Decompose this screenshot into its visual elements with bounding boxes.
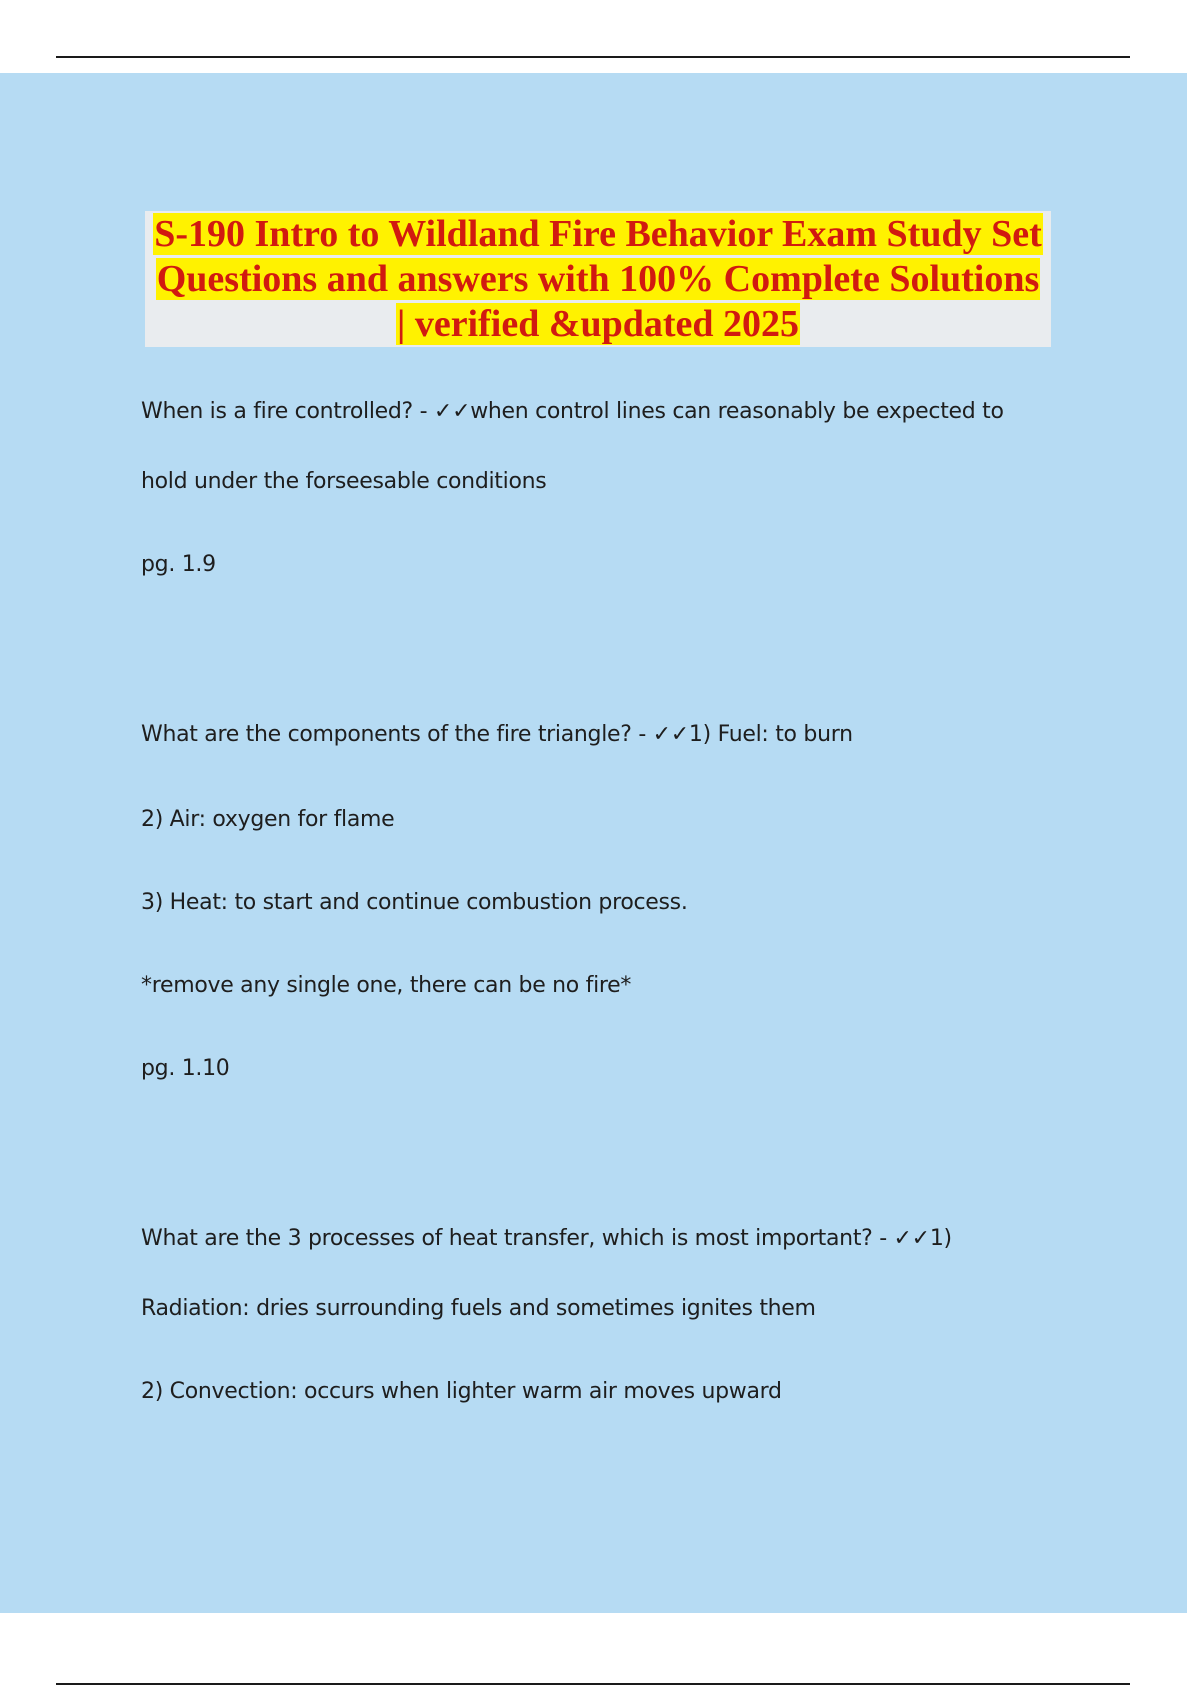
title-line-3: | verified &updated 2025: [396, 303, 800, 345]
question-3-line-1: What are the 3 processes of heat transfer, which is most important? - ✓✓1): [141, 1226, 952, 1251]
question-2-page-ref: pg. 1.10: [141, 1056, 230, 1081]
question-1-line-2: hold under the forseesable conditions: [141, 469, 547, 494]
question-2-line-3: 3) Heat: to start and continue combustion process.: [141, 890, 688, 915]
header-rule: [56, 56, 1130, 58]
title-line-2: Questions and answers with 100% Complete Solutions: [156, 258, 1040, 300]
question-3-line-2: Radiation: dries surrounding fuels and sometimes ignites them: [141, 1296, 816, 1321]
question-2-note: *remove any single one, there can be no fire*: [141, 973, 632, 998]
title-line-1: S-190 Intro to Wildland Fire Behavior Exam Study Set: [154, 213, 1042, 255]
document-title: [145, 211, 1051, 347]
footer-rule: [56, 1683, 1130, 1685]
document-page: [0, 73, 1187, 1613]
question-2-line-1: What are the components of the fire triangle? - ✓✓1) Fuel: to burn: [141, 722, 853, 747]
question-1-line-1: When is a fire controlled? - ✓✓when control lines can reasonably be expected to: [141, 399, 1004, 424]
question-2-line-2: 2) Air: oxygen for flame: [141, 807, 395, 832]
question-1-page-ref: pg. 1.9: [141, 552, 216, 577]
question-3-line-3: 2) Convection: occurs when lighter warm air moves upward: [141, 1379, 782, 1404]
